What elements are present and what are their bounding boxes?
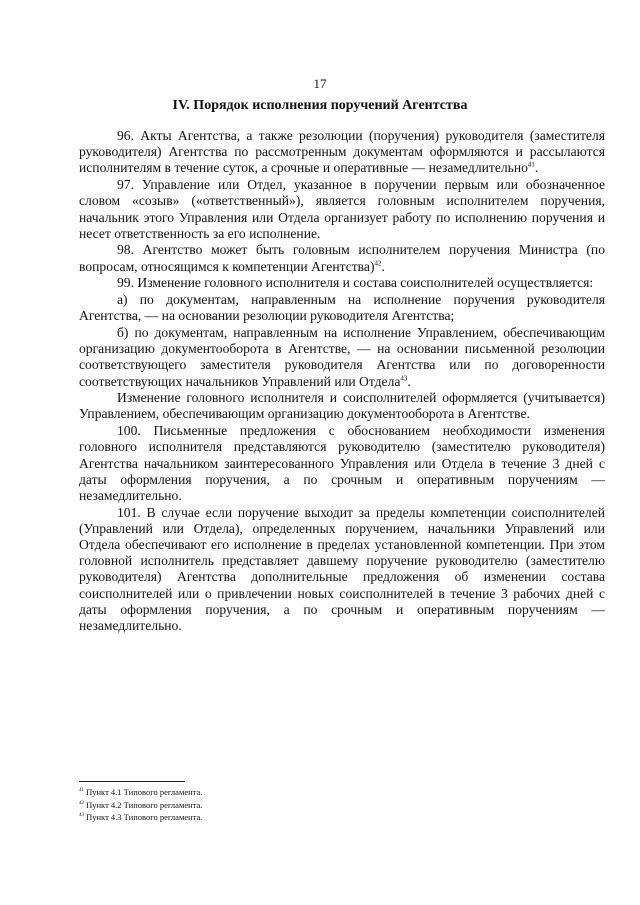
footnote-ref-41: 41 [527, 160, 535, 169]
footnotes [79, 786, 379, 824]
paragraph-100: 100. Письменные предложения с обоснованием необходимости изменения головного исполнителя представляются руководителю (заместителю руководителя) Агентства начальником заинтересованного Управления или Отдела в течение 3 дней с даты оформления поручения, а по срочным и оперативным поручениям — незамедлительно. [79, 423, 605, 503]
footnote-41: $^{41}$ Пункт 4.1 Типового регламента. [79, 787, 203, 797]
document-body [79, 128, 605, 635]
footnote-43: $^{43}$ Пункт 4.3 Типового регламента. [79, 812, 203, 823]
paragraph-99-change: Изменение головного исполнителя и соисполнителей оформляется (учитывается) Управлением, обеспечивающим организацию документооборота в Агентстве. [79, 390, 605, 422]
paragraph-96: 96. Акты Агентства, а также резолюции (поручения) руководителя (заместителя руководителя) Агентства по рассмотренным документам оформляются и рассылаются исполнителям в течение суток, а срочные и оперативные — незамедлительно$^{41}$. [79, 128, 605, 176]
paragraph-98: 98. Агентство может быть головным исполнителем поручения Министра (по вопросам, относящимся к компетенции Агентства)$^{42}$. [79, 242, 605, 274]
page-number: 17 [313, 76, 327, 91]
paragraph-97: 97. Управление или Отдел, указанное в поручении первым или обозначенное словом «созыв» («ответственный»), является головным исполнителем поручения, начальник этого Управления или Отдела организует работу по исполнению поручения и несет ответственность за его исполнение. [79, 177, 605, 241]
paragraph-101: 101. В случае если поручение выходит за пределы компетенции соисполнителей (Управлений или Отдела), определенных поручением, начальники Управлений или Отдела обеспечивают его исполнение в пределах установленной компетенции. При этом головной исполнитель представляет давшему поручение руководителю (заместителю руководителя) Агентства дополнительные предложения об изменении состава соисполнителей или о привлечении новых соисполнителей в течение 3 рабочих дней с даты оформления поручения, а по срочным и оперативным поручениям — незамедлительно. [79, 504, 605, 634]
footnote-divider [79, 781, 185, 782]
footnote-42: $^{42}$ Пункт 4.2 Типового регламента. [79, 799, 203, 810]
paragraph-99: 99. Изменение головного исполнителя и состава соисполнителей осуществляется: [117, 275, 594, 291]
footnote-ref-42: 42 [374, 259, 382, 268]
footnote-ref-43: 43 [400, 374, 408, 383]
paragraph-99-b: б) по документам, направленным на исполнение Управлением, обеспечивающим организацию документооборота в Агентстве, — на основании письменной резолюции соответствующего заместителя руководителя Агентства или по договоренности соответствующих начальников Управлений или Отдела$^{43}$. [79, 324, 605, 389]
section-heading: IV. Порядок исполнения поручений Агентства [172, 98, 468, 113]
paragraph-99-a: а) по документам, направленным на исполнение поручения руководителя Агентства, — на основании резолюции руководителя Агентства; [79, 292, 605, 324]
